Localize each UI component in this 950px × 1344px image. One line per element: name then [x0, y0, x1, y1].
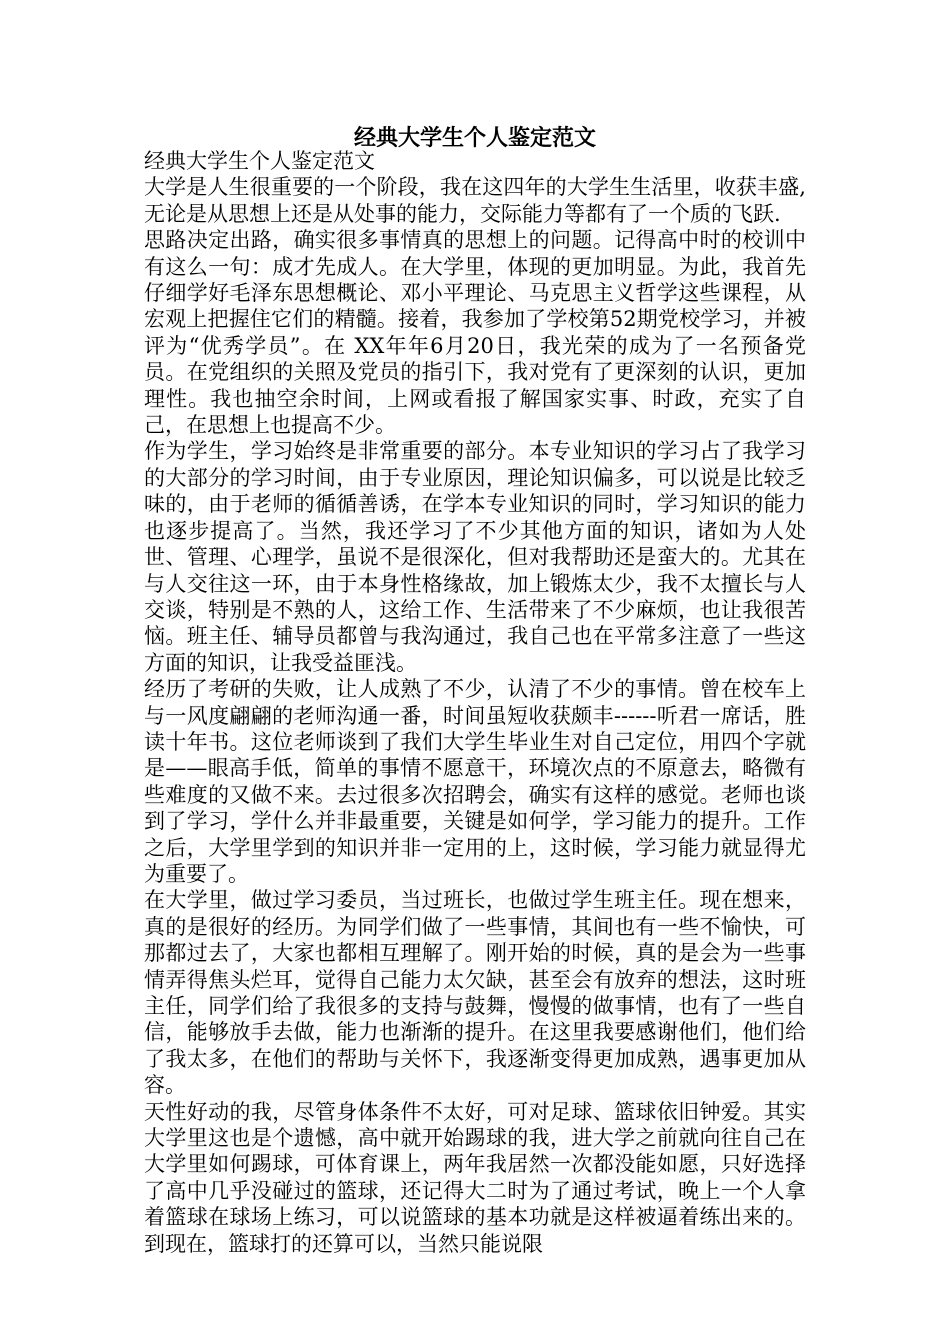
paragraph-subtitle: 经典大学生个人鉴定范文 [144, 149, 375, 173]
paragraph: 作为学生，学习始终是非常重要的部分。本专业知识的学习占了我学习的大部分的学习时间，由于专业原因，理论知识偏多，可以说是比较乏味的，由于老师的循循善诱，在学本专业知识的同时，学习知识的能力也逐步提高了。当然，我还学习了不少其他方面的知识，诸如为人处世、管理、心理学，虽说不是很深化，但对我帮助还是蛮大的。尤其在与人交往这一环，由于本身性格缘故，加上锻炼太少，我不太擅长与人交谈，特别是不熟的人，这给工作、生活带来了不少麻烦，也让我很苦恼。班主任、辅导员都曾与我沟通过，我自己也在平常多注意了一些这方面的知识，让我受益匪浅。 [144, 439, 806, 675]
paragraph: 思路决定出路，确实很多事情真的思想上的问题。记得高中时的校训中有这么一句：成才先成人。在大学里，体现的更加明显。为此，我首先仔细学好毛泽东思想概论、邓小平理论、马克思主义哲学这些课程，从宏观上把握住它们的精髓。接着，我参加了学校第52期党校学习，并被评为“优秀学员”。在 XX年年6月20日，我光荣的成为了一名预备党员。在党组织的关照及党员的指引下，我对党有了更深刻的认识，更加理性。我也抽空余时间，上网或看报了解国家实事、时政，充实了自己，在思想上也提高不少。 [144, 228, 806, 438]
document-title: 经典大学生个人鉴定范文 [353, 125, 596, 151]
document-body [144, 148, 806, 1257]
paragraph: 经历了考研的失败，让人成熟了不少，认清了不少的事情。曾在校车上与一风度翩翩的老师沟通一番，时间虽短收获颇丰------听君一席话，胜读十年书。这位老师谈到了我们大学生毕业生对自己定位，用四个字就是——眼高手低，简单的事情不愿意干，环境次点的不原意去，略微有些难度的又做不来。去过很多次招聘会，确实有这样的感觉。老师也谈到了学习，学什么并非最重要，关键是如何学，学习能力的提升。工作之后，大学里学到的知识并非一定用的上，这时候，学习能力就显得尤为重要了。 [144, 677, 806, 886]
paragraph: 在大学里，做过学习委员，当过班长，也做过学生班主任。现在想来，真的是很好的经历。为同学们做了一些事情，其间也有一些不愉快，可那都过去了，大家也都相互理解了。刚开始的时候，真的是会为一些事情弄得焦头烂耳，觉得自己能力太欠缺，甚至会有放弃的想法，这时班主任，同学们给了我很多的支持与鼓舞，慢慢的做事情，也有了一些自信，能够放手去做，能力也渐渐的提升。在这里我要感谢他们，他们给了我太多，在他们的帮助与关怀下，我逐渐变得更加成熟，遇事更加从容。 [144, 888, 806, 1098]
paragraph: 大学是人生很重要的一个阶段，我在这四年的大学生生活里，收获丰盛,无论是从思想上还是从处事的能力，交际能力等都有了一个质的飞跃. [144, 175, 806, 226]
paragraph: 天性好动的我，尽管身体条件不太好，可对足球、篮球依旧钟爱。其实大学里这也是个遗憾，高中就开始踢球的我，进大学之前就向往自己在大学里如何踢球，可体育课上，两年我居然一次都没能如愿，只好选择了高中几乎没碰过的篮球，还记得大二时为了通过考试，晚上一个人拿着篮球在球场上练习，可以说篮球的基本功就是这样被逼着练出来的。到现在，篮球打的还算可以，当然只能说限 [144, 1099, 806, 1256]
